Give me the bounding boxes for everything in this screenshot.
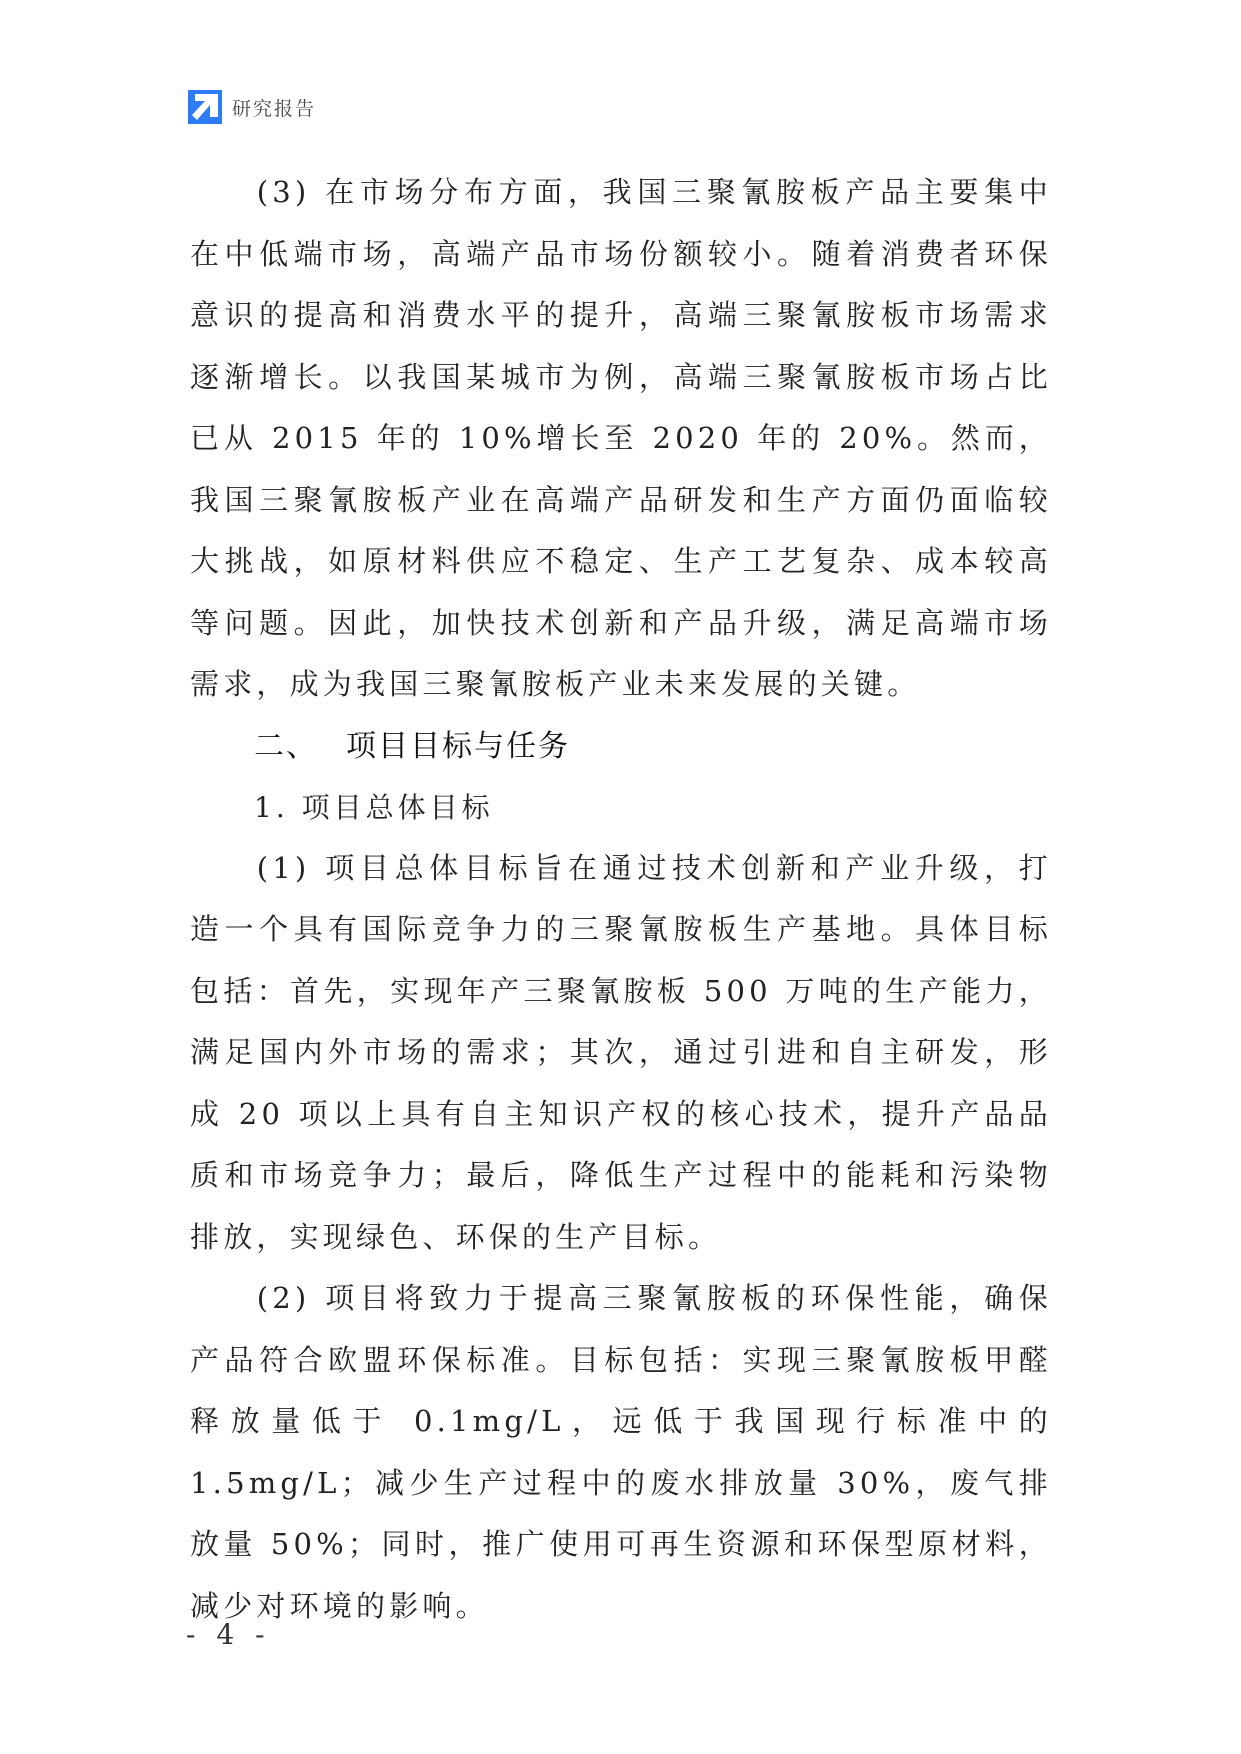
arrow-up-right-icon	[188, 90, 222, 124]
subsection-heading: 1. 项目总体目标	[254, 790, 494, 824]
paragraph-overall-goal: (1) 项目总体目标旨在通过技术创新和产业升级，打造一个具有国际竞争力的三聚氰胺板生产基地。具体目标包括：首先，实现年产三聚氰胺板 500 万吨的生产能力，满足国内外市场的需求；其次，通过引进和自主研发，形成 20 项以上具有自主知识产权的核心技术，提升产品品质和市场竞争力；最后，降低生产过程中的能耗和污染物排放，实现绿色、环保的生产目标。	[190, 850, 1052, 1254]
page-number: - 4 -	[186, 1618, 271, 1651]
section-number: 二、	[254, 728, 318, 764]
document-body	[190, 162, 1052, 1637]
paragraph-market-distribution: (3) 在市场分布方面，我国三聚氰胺板产品主要集中在中低端市场，高端产品市场份额较小。随着消费者环保意识的提高和消费水平的提升，高端三聚氰胺板市场需求逐渐增长。以我国某城市为例，高端三聚氰胺板市场占比已从 2015 年的 10%增长至 2020 年的 20%。然而，我国三聚氰胺板产业在高端产品研发和生产方面仍面临较大挑战，如原材料供应不稳定、生产工艺复杂、成本较高等问题。因此，加快技术创新和产品升级，满足高端市场需求，成为我国三聚氰胺板产业未来发展的关键。	[190, 175, 1052, 701]
paragraph-environmental-goal: (2) 项目将致力于提高三聚氰胺板的环保性能，确保产品符合欧盟环保标准。目标包括：实现三聚氰胺板甲醛释放量低于 0.1mg/L，远低于我国现行标准中的 1.5mg/L；减少生产过程中的废水排放量 30%，废气排放量 50%；同时，推广使用可再生资源和环保型原材料，减少对环境的影响。	[190, 1281, 1052, 1623]
section-heading	[190, 716, 1052, 778]
header-title: 研究报告	[232, 97, 317, 120]
report-header	[188, 90, 316, 124]
section-title: 项目目标与任务	[346, 728, 570, 764]
